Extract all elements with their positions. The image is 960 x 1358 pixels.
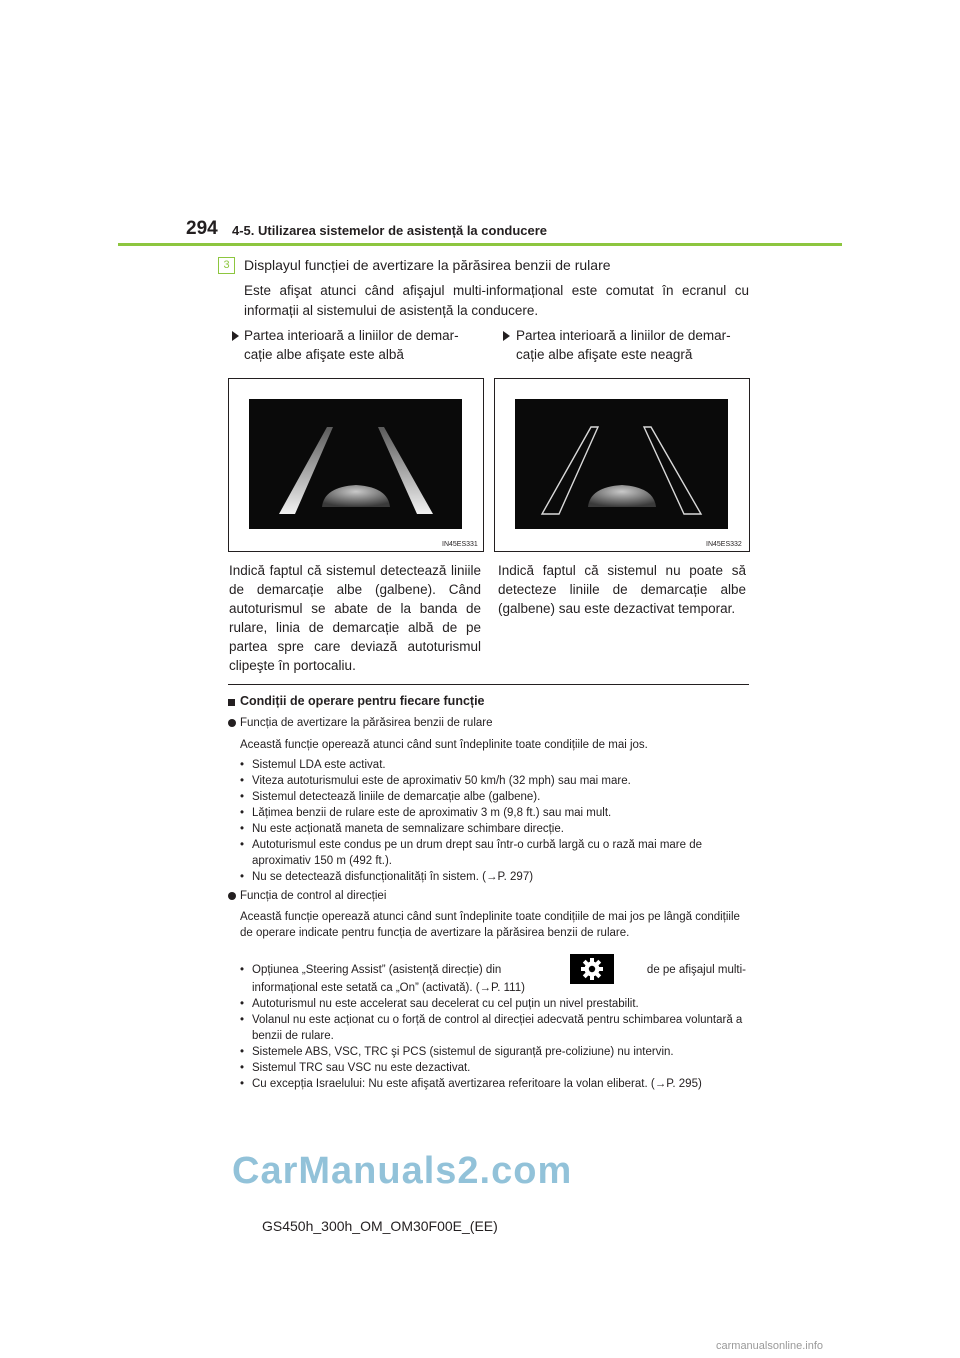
circle-bullet-icon [228, 719, 236, 727]
gear-icon [570, 954, 614, 984]
list-item: • Sistemul detectează liniile de demarcație albe (galbene). [240, 791, 541, 803]
list-item: • Volanul nu este acționat cu o forță de control al direcției adecvată pentru schimbarea voluntară a benzii de rulare. [240, 1014, 743, 1042]
figure-lines-black [494, 378, 750, 552]
list-item: • Sistemul LDA este activat. [240, 759, 386, 771]
header-rule [118, 243, 842, 246]
item-number-badge: 3 [218, 257, 235, 274]
lane-display-illustration [495, 379, 749, 551]
list-item: • Lățimea benzii de rulare este de aproximativ 3 m (9,8 ft.) sau mai mult. [240, 807, 612, 819]
square-bullet-icon [228, 699, 235, 706]
list-item: • Sistemul TRC sau VSC nu este dezactivat. [240, 1062, 471, 1074]
section-title: 4-5. Utilizarea sistemelor de asistență la conducere [232, 223, 548, 238]
steering-conditions-list [240, 996, 746, 1092]
panel-description-right: Indică faptul că sistemul nu poate să detecteze liniile de demarcație albe (galbene) sau este dezactivat temporar. [498, 563, 746, 616]
conditions-heading: Condiții de operare pentru fiecare funcție [240, 694, 485, 708]
page-number: 294 [186, 218, 218, 239]
watermark-footer: carmanualsonline.info [716, 1340, 824, 1352]
item-intro: Este afişat atunci când afişajul multi-informațional este comutat în ecranul cu informații al sistemului de asistență la conducere. [244, 283, 749, 318]
circle-bullet-icon [228, 892, 236, 900]
display-screen [515, 399, 728, 529]
lda-conditions-list [240, 757, 746, 885]
triangle-bullet-icon [232, 331, 239, 341]
steering-function-title: Funcția de control al direcției [240, 890, 387, 902]
watermark-logo: CarManuals2.com [232, 1150, 573, 1192]
figure-lines-white [228, 378, 484, 552]
triangle-bullet-icon [503, 331, 510, 341]
panel-caption-right: Partea interioară a liniilor de demar- cație albe afişate este neagră [516, 328, 731, 362]
image-code: IN45ES332 [706, 541, 742, 548]
steering-intro: Această funcție operează atunci când sunt îndeplinite toate condițiile de mai jos pe lângă condițiile de operare indicate pentru funcția de avertizare la părăsirea benzii de rulare. [240, 911, 740, 939]
list-item: • Autoturismul este condus pe un drum drept sau într-o curbă largă cu o rază mai mare de aproximativ 150 m (492 ft.). [240, 839, 703, 867]
footer-model-code: GS450h_300h_OM_OM30F00E_(EE) [262, 1218, 498, 1234]
steering-assist-text-line2: informațional este setată ca „On” (activată). (→P. 111) [252, 982, 525, 994]
section-divider [228, 684, 749, 685]
list-item: • Cu excepția Israelului: Nu este afişată avertizarea referitoare la volan eliberat. (→P. 295) [240, 1078, 702, 1090]
list-item: • Viteza autoturismului este de aproximativ 50 km/h (32 mph) sau mai mare. [240, 775, 631, 787]
list-item: • Nu se detectează disfuncționalități în sistem. (→P. 297) [240, 871, 534, 883]
lda-function-title: Funcția de avertizare la părăsirea benzii de rulare [240, 717, 493, 729]
settings-button-graphic [570, 954, 614, 984]
item-title: Displayul funcției de avertizare la părăsirea benzii de rulare [244, 257, 611, 273]
list-item: • Opțiunea „Steering Assist” (asistență direcție) din [240, 964, 502, 976]
panel-caption-left: Partea interioară a liniilor de demar- cație albe afişate este albă [244, 328, 459, 362]
steering-assist-text: Opțiunea „Steering Assist” (asistență direcție) din [252, 964, 502, 976]
lda-intro: Această funcție operează atunci când sunt îndeplinite toate condițiile de mai jos. [240, 739, 648, 751]
list-item: • Autoturismul nu este accelerat sau decelerat cu cel puțin un nivel prestabilit. [240, 998, 639, 1010]
steering-assist-text-after: de pe afişajul multi- [646, 964, 746, 976]
list-item: • Nu este acționată maneta de semnalizare schimbare direcție. [240, 823, 564, 835]
list-item: • Sistemele ABS, VSC, TRC şi PCS (sistemul de siguranță pre-coliziune) nu intervin. [240, 1046, 674, 1058]
lane-display-illustration [229, 379, 483, 551]
panel-description-left: Indică faptul că sistemul detectează liniile de demarcație albe (galbene). Când autoturismul se abate de la banda de rulare, linia de demarcație albă de pe partea spre care deviază autoturismul clipeşte în portocaliu. [229, 563, 481, 673]
image-code: IN45ES331 [442, 541, 478, 548]
